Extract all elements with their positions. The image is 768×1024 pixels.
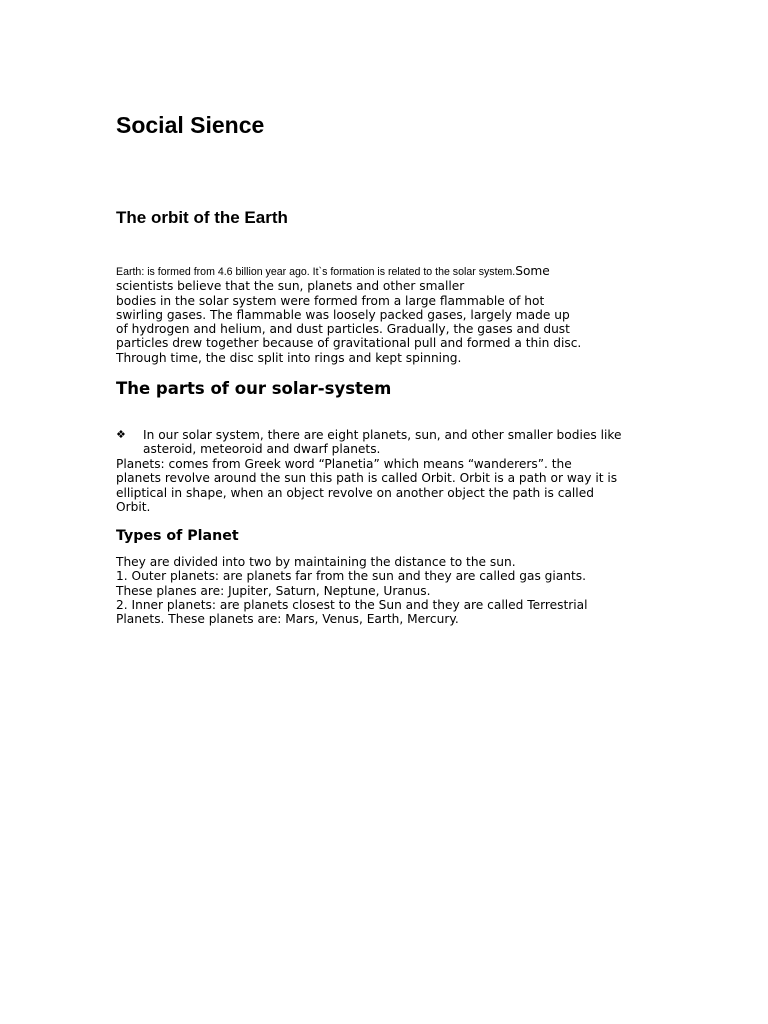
heading-types-of-planet: Types of Planet: [116, 528, 239, 544]
bullet-list: [116, 428, 676, 457]
paragraph-line: elliptical in shape, when an object revolve on another object the path is called: [116, 485, 594, 500]
orbit-paragraph: [116, 264, 636, 365]
paragraph-line: swirling gases. The flammable was loosely packed gases, largely made up: [116, 307, 570, 322]
paragraph-line: Orbit.: [116, 499, 151, 514]
paragraph-line-text: Some: [515, 264, 550, 278]
paragraph-line: [116, 264, 636, 279]
heading-parts-of-solar-system: The parts of our solar-system: [116, 379, 392, 398]
paragraph-line: These planes are: Jupiter, Saturn, Neptune, Uranus.: [116, 583, 431, 598]
paragraph-line: They are divided into two by maintaining the distance to the sun.: [116, 555, 516, 569]
document-title: Social Sience: [116, 112, 265, 138]
paragraph-line: planets revolve around the sun this path is called Orbit. Orbit is a path or way it is: [116, 471, 618, 486]
paragraph-line: 2. Inner planets: are planets closest to the Sun and they are called Terrestrial: [116, 597, 588, 612]
paragraph-line: particles drew together because of gravitational pull and formed a thin disc.: [116, 336, 582, 351]
types-paragraph: [116, 555, 676, 626]
paragraph-line: Planets. These planets are: Mars, Venus, Earth, Mercury.: [116, 612, 459, 627]
paragraph-line: bodies in the solar system were formed from a large flammable of hot: [116, 293, 545, 308]
heading-orbit-of-earth: The orbit of the Earth: [116, 208, 288, 227]
paragraph-line: 1. Outer planets: are planets far from the sun and they are called gas giants.: [116, 569, 586, 584]
planets-paragraph: [116, 457, 676, 514]
paragraph-line: Planets: comes from Greek word “Planetia” which means “wanderers”. the: [116, 457, 572, 471]
intro-small-text: Earth: is formed from 4.6 billion year ago. It`s formation is related to the solar system.: [116, 266, 516, 278]
list-item-line: asteroid, meteoroid and dwarf planets.: [143, 442, 381, 457]
list-item: [116, 428, 676, 457]
paragraph-line: of hydrogen and helium, and dust particles. Gradually, the gases and dust: [116, 322, 570, 337]
paragraph-line: Through time, the disc split into rings and kept spinning.: [116, 350, 462, 365]
paragraph-line: scientists believe that the sun, planets and other smaller: [116, 279, 465, 294]
diamond-bullet-icon: ❖: [116, 428, 126, 441]
list-item-line: In our solar system, there are eight planets, sun, and other smaller bodies like: [143, 428, 622, 442]
